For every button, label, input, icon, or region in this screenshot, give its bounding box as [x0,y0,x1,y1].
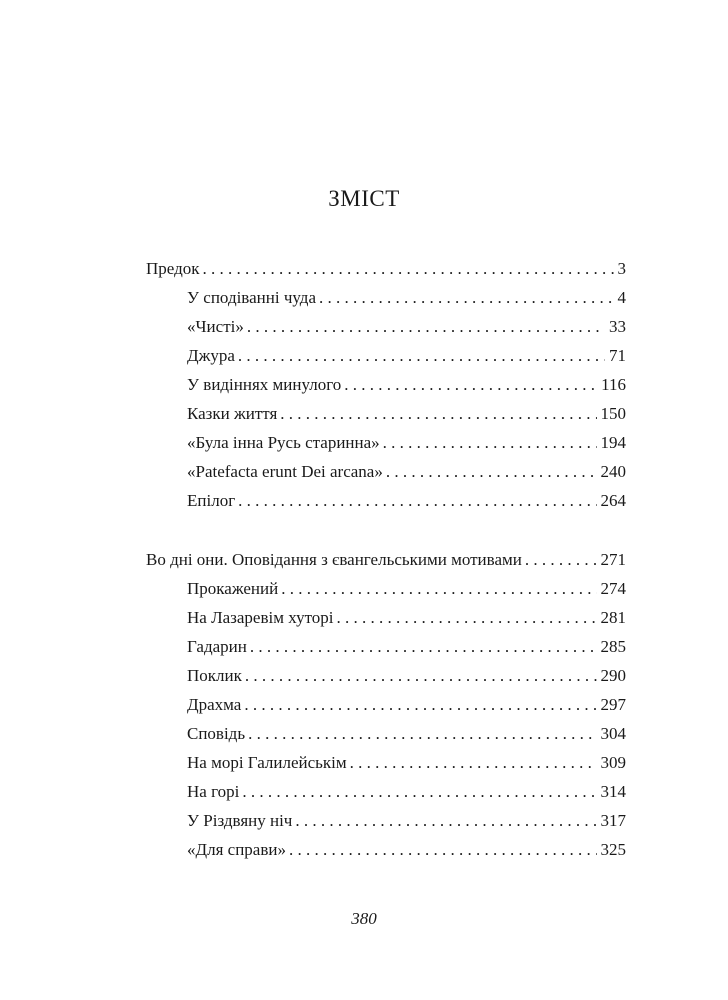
dot-leader [289,837,597,863]
toc-entry [187,605,626,631]
toc-entry-title: «Була інна Русь старинна» [187,433,380,452]
dot-leader [319,285,613,311]
toc-entry [187,634,626,660]
toc-entry [187,663,626,689]
toc-entry [187,837,626,863]
toc-entry-page: 4 [617,288,626,307]
page-number: 380 [351,909,377,928]
toc-entry-title: Гадарин [187,637,247,656]
toc-entry [187,750,626,776]
toc-entry [187,488,626,514]
toc-entry-title: Джура [187,346,235,365]
toc-entry-title: У Різдвяну ніч [187,811,293,830]
toc-entry-title: Предок [146,259,200,278]
toc-entry [187,430,626,456]
toc-entry-title: Драхма [187,695,242,714]
toc-entry-title: «Для справи» [187,840,286,859]
toc-entry [187,808,626,834]
dot-leader [250,634,597,660]
toc-entry-title: У сподіванні чуда [187,288,317,307]
toc-entry [187,285,626,311]
toc-entry [187,779,626,805]
dot-leader [242,779,596,805]
toc-section-entry [146,256,626,282]
toc-entry-page: 325 [600,840,626,859]
toc-entry [187,692,626,718]
toc-entry-title: «Patefacta erunt Dei arcana» [187,462,383,481]
dot-leader [350,750,597,776]
toc-entry-title: Казки життя [187,404,278,423]
toc-entry-page: 297 [600,695,626,714]
toc-entry [187,721,626,747]
toc-entry-page: 264 [600,491,626,510]
dot-leader [525,547,597,573]
dot-leader [295,808,596,834]
toc-entry-page: 285 [600,637,626,656]
dot-leader [281,576,596,602]
toc-entry-page: 271 [600,550,626,569]
toc-entry-page: 240 [600,462,626,481]
dot-leader [244,692,596,718]
toc-entry-title: Прокажений [187,579,279,598]
toc-entry-title: На горі [187,782,240,801]
toc-entry-title: На Лазаревім хуторі [187,608,334,627]
toc-entry-title: Епілог [187,491,236,510]
dot-leader [344,372,597,398]
dot-leader [247,314,605,340]
dot-leader [245,663,597,689]
toc-entry-page: 290 [600,666,626,685]
dot-leader [238,343,605,369]
toc-entry-title: У видіннях минулого [187,375,342,394]
toc-entry-page: 3 [617,259,626,278]
toc-entry-page: 281 [600,608,626,627]
dot-leader [248,721,596,747]
toc-entry-page: 304 [600,724,626,743]
toc-entry-page: 33 [609,317,626,336]
toc-entry [187,459,626,485]
dot-leader [383,430,597,456]
toc-entry-title: На морі Галилейськім [187,753,347,772]
toc-entry-page: 309 [600,753,626,772]
toc-section-entry [146,547,626,573]
toc-entry-title: Сповідь [187,724,246,743]
toc-entry-page: 314 [600,782,626,801]
toc-entry-title: Во дні они. Оповідання з євангельськими мотивами [146,550,522,569]
toc-entry [187,314,626,340]
toc-entry-page: 71 [609,346,626,365]
toc-entry-page: 116 [601,375,626,394]
dot-leader [238,488,596,514]
toc-entry [187,401,626,427]
toc-entry-page: 317 [600,811,626,830]
toc-entry-page: 194 [600,433,626,452]
toc-entry-title: «Чисті» [187,317,244,336]
toc-entry-page: 150 [600,404,626,423]
dot-leader [337,605,597,631]
dot-leader [203,256,614,282]
dot-leader [280,401,596,427]
page-title: ЗМІСТ [328,186,400,211]
toc-entry-page: 274 [600,579,626,598]
toc-entry [187,343,626,369]
toc-entry [187,372,626,398]
dot-leader [386,459,597,485]
toc-entry [187,576,626,602]
toc-entry-title: Поклик [187,666,242,685]
